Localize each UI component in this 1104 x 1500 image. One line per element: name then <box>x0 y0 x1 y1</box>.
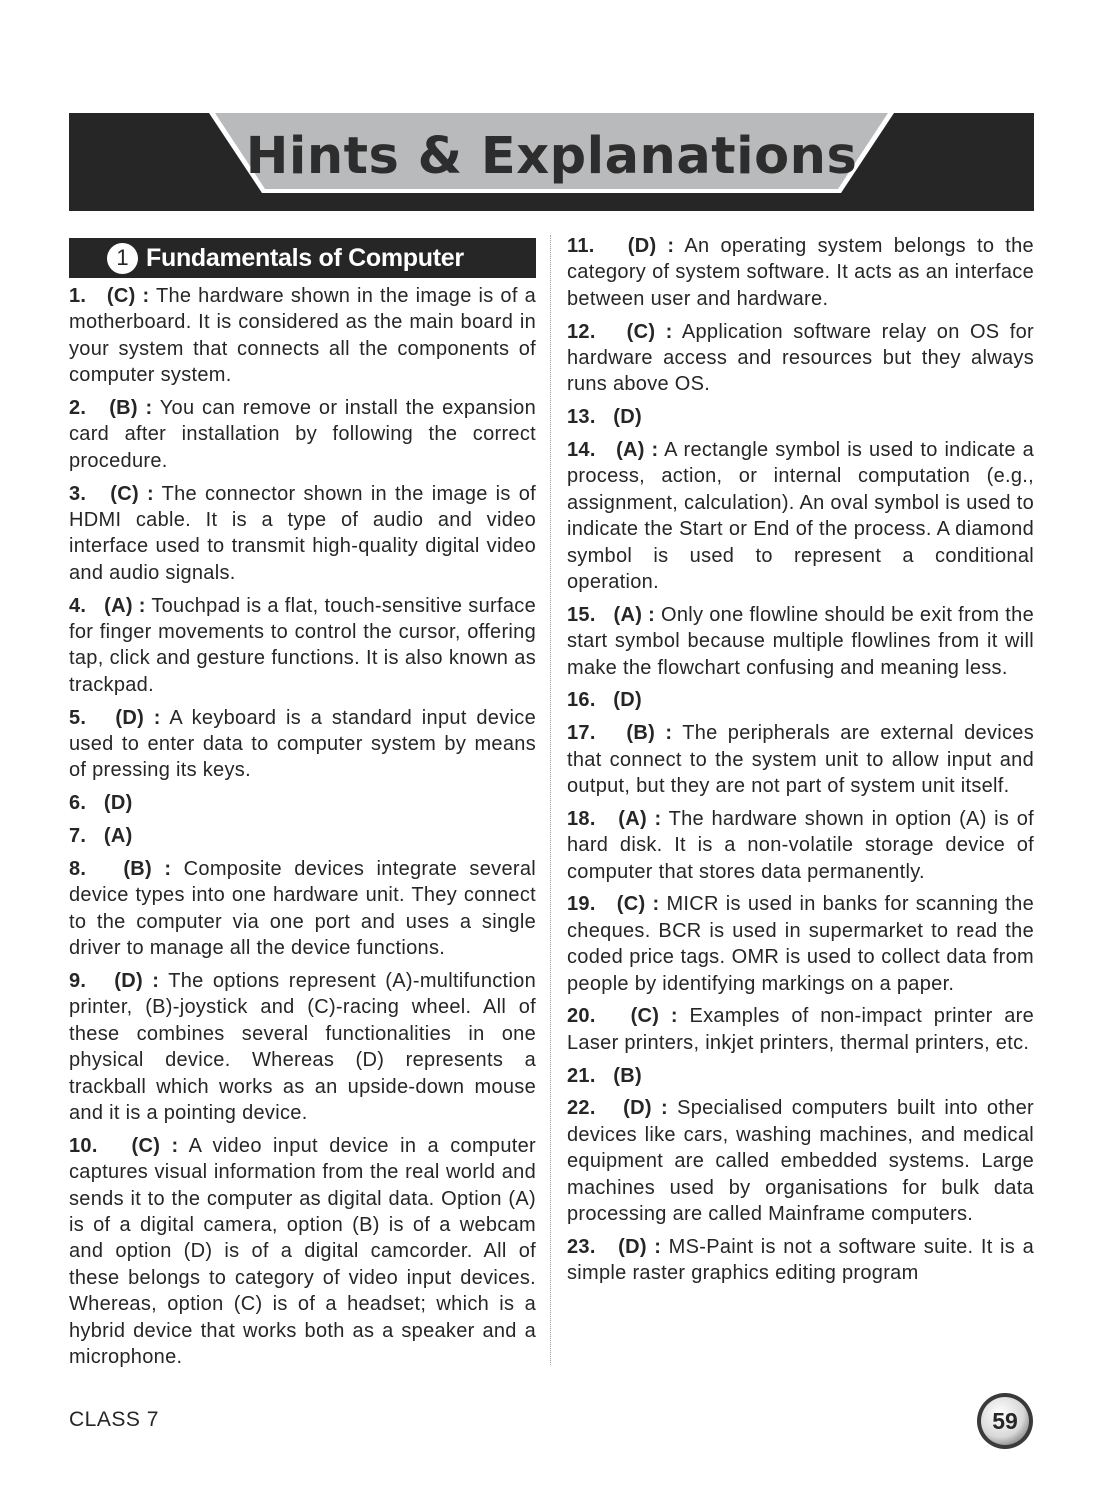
answer-option: (C) : <box>106 285 150 307</box>
answer-option: (C) : <box>131 1134 179 1157</box>
explanation-text: MICR is used in banks for scanning the cheques. BCR is used in supermarket to read the coded price tags. OMR is used to collect data from people by identifying markings on a paper. <box>567 893 1034 995</box>
question-number: 8. <box>69 857 87 880</box>
question-number: 22. <box>567 1097 596 1120</box>
explanation-text: A rectangle symbol is used to indicate a process, action, or internal computation (e.g., assignment, calculation). An oval symbol is used to indicate the Start or End of the process. A diamond symbol is used to represent a conditional operation. <box>567 439 1034 594</box>
question-number: 5. <box>69 706 87 729</box>
answer-option: (A) <box>103 825 133 848</box>
question-number: 12. <box>567 320 596 343</box>
explanation-text: Examples of non-impact printer are Laser printers, inkjet printers, thermal printers, etc. <box>567 1005 1035 1054</box>
answer-option: (D) <box>613 689 642 712</box>
answer-item <box>567 319 1034 398</box>
explanation-text: A video input device in a computer captures visual information from the real world and sends it to the computer as digital data. Option (A) is of a digital camera, option (B) is of a webcam and option (D) is of a digital camcorder. All of these belongs to category of video input devices. Whereas, option (C) is of a headset; which is a hybrid device that works both as a speaker and a microphone. <box>69 1134 536 1368</box>
answer-option: (D) : <box>627 235 675 257</box>
question-number: 18. <box>567 807 596 830</box>
column-divider <box>550 235 551 1365</box>
question-number: 9. <box>69 969 87 992</box>
answer-option: (B) : <box>123 857 172 880</box>
explanation-text: Touchpad is a flat, touch-sensitive surface for finger movements to control the cursor, offering tap, click and gesture functions. It is also known as trackpad. <box>69 594 536 696</box>
answer-item <box>69 1133 536 1371</box>
answer-item <box>567 720 1034 799</box>
answer-option: (B) <box>613 1064 642 1087</box>
answer-option: (D) <box>103 792 133 815</box>
answer-item <box>567 806 1034 885</box>
answer-item <box>69 395 536 474</box>
answer-item <box>567 404 1034 430</box>
question-number: 23. <box>567 1235 596 1258</box>
header-banner <box>69 113 1034 211</box>
answer-option: (D) : <box>623 1097 668 1120</box>
question-number: 13. <box>567 406 596 429</box>
answer-option: (A) : <box>618 807 662 830</box>
question-number: 16. <box>567 689 596 712</box>
answer-option: (C) : <box>616 893 660 916</box>
answer-item <box>567 602 1034 681</box>
class-label: CLASS 7 <box>69 1408 159 1431</box>
answer-option: (C) : <box>110 482 154 505</box>
question-number: 17. <box>567 722 596 745</box>
explanation-text: The options represent (A)-multifunction printer, (B)-joystick and (C)-racing wheel. All of these combines several functionalities in one physical device. Whereas (D) represents a trackball which works as an upside-down mouse and it is a pointing device. <box>69 969 537 1124</box>
question-number: 15. <box>567 603 596 626</box>
question-number: 4. <box>69 594 87 617</box>
answer-item <box>567 687 1034 713</box>
explanation-text: Application software relay on OS for hardware access and resources but they always runs above OS. <box>567 320 1034 396</box>
question-number: 14. <box>567 439 596 462</box>
answer-item <box>567 1063 1034 1089</box>
explanation-text: Specialised computers built into other devices like cars, washing machines, and medical equipment are called embedded systems. Large machines used by organisations for bulk data processing are called Mainframe computers. <box>567 1097 1035 1226</box>
answer-option: (D) : <box>618 1235 662 1258</box>
answer-item <box>69 705 536 784</box>
answer-option: (A) : <box>104 594 146 617</box>
answer-option: (A) : <box>616 439 659 462</box>
explanation-text: The hardware shown in option (A) is of hard disk. It is a non-volatile storage device of computer that stores data permanently. <box>567 807 1035 883</box>
answer-item <box>567 1095 1034 1227</box>
answer-item <box>69 823 536 849</box>
question-number: 1. <box>69 285 87 307</box>
explanation-text: Only one flowline should be exit from the start symbol because multiple flowlines from it will make the flowchart confusing and meaning less. <box>567 603 1035 679</box>
section-number-badge: 1 <box>107 243 138 274</box>
answer-option: (D) : <box>114 969 160 992</box>
answer-option: (C) : <box>630 1005 678 1028</box>
explanation-text: The peripherals are external devices that connect to the system unit to allow input and output, but they are not part of system unit itself. <box>567 722 1035 798</box>
answer-item <box>567 1234 1034 1287</box>
explanation-text: The connector shown in the image is of HDMI cable. It is a type of audio and video interface used to transmit high-quality digital video and audio signals. <box>69 482 537 584</box>
answer-item <box>69 593 536 699</box>
explanation-text: An operating system belongs to the category of system software. It acts as an interface between user and hardware. <box>567 235 1034 310</box>
question-number: 3. <box>69 482 87 505</box>
answer-option: (B) : <box>626 722 673 745</box>
answer-option: (A) : <box>613 603 656 626</box>
page-number: 59 <box>992 1407 1018 1434</box>
answer-option: (B) : <box>109 397 153 420</box>
explanation-text: MS-Paint is not a software suite. It is a simple raster graphics editing program <box>567 1235 1034 1285</box>
right-column <box>567 233 1034 1293</box>
explanation-text: A keyboard is a standard input device used to enter data to computer system by means of pressing its keys. <box>69 706 536 782</box>
answer-item <box>567 891 1034 997</box>
section-header <box>69 238 536 278</box>
question-number: 7. <box>69 825 87 848</box>
answer-option: (D) : <box>115 706 161 729</box>
page-title: Hints & Explanations <box>245 127 858 186</box>
question-number: 2. <box>69 397 87 420</box>
section-title: Fundamentals of Computer <box>146 243 464 272</box>
explanation-text: You can remove or install the expansion card after installation by following the correct procedure. <box>69 397 537 472</box>
answer-item <box>69 481 536 587</box>
question-number: 20. <box>567 1005 596 1028</box>
answer-item <box>69 968 536 1126</box>
question-number: 21. <box>567 1064 596 1087</box>
question-number: 19. <box>567 893 596 916</box>
answer-item <box>567 437 1034 595</box>
answer-item <box>69 283 536 389</box>
answer-item <box>69 856 536 962</box>
question-number: 6. <box>69 792 87 815</box>
answer-option: (C) : <box>626 320 673 343</box>
answer-item <box>567 233 1034 312</box>
answer-item <box>567 1003 1034 1056</box>
left-column <box>69 283 536 1377</box>
explanation-text: The hardware shown in the image is of a motherboard. It is considered as the main board in your system that connects all the components of computer system. <box>69 285 536 387</box>
answer-option: (D) <box>613 406 642 429</box>
question-number: 11. <box>567 235 595 257</box>
explanation-text: Composite devices integrate several device types into one hardware unit. They connect to the computer via one port and uses a single driver to manage all the device functions. <box>69 857 537 960</box>
question-number: 10. <box>69 1134 98 1157</box>
answer-item <box>69 790 536 816</box>
